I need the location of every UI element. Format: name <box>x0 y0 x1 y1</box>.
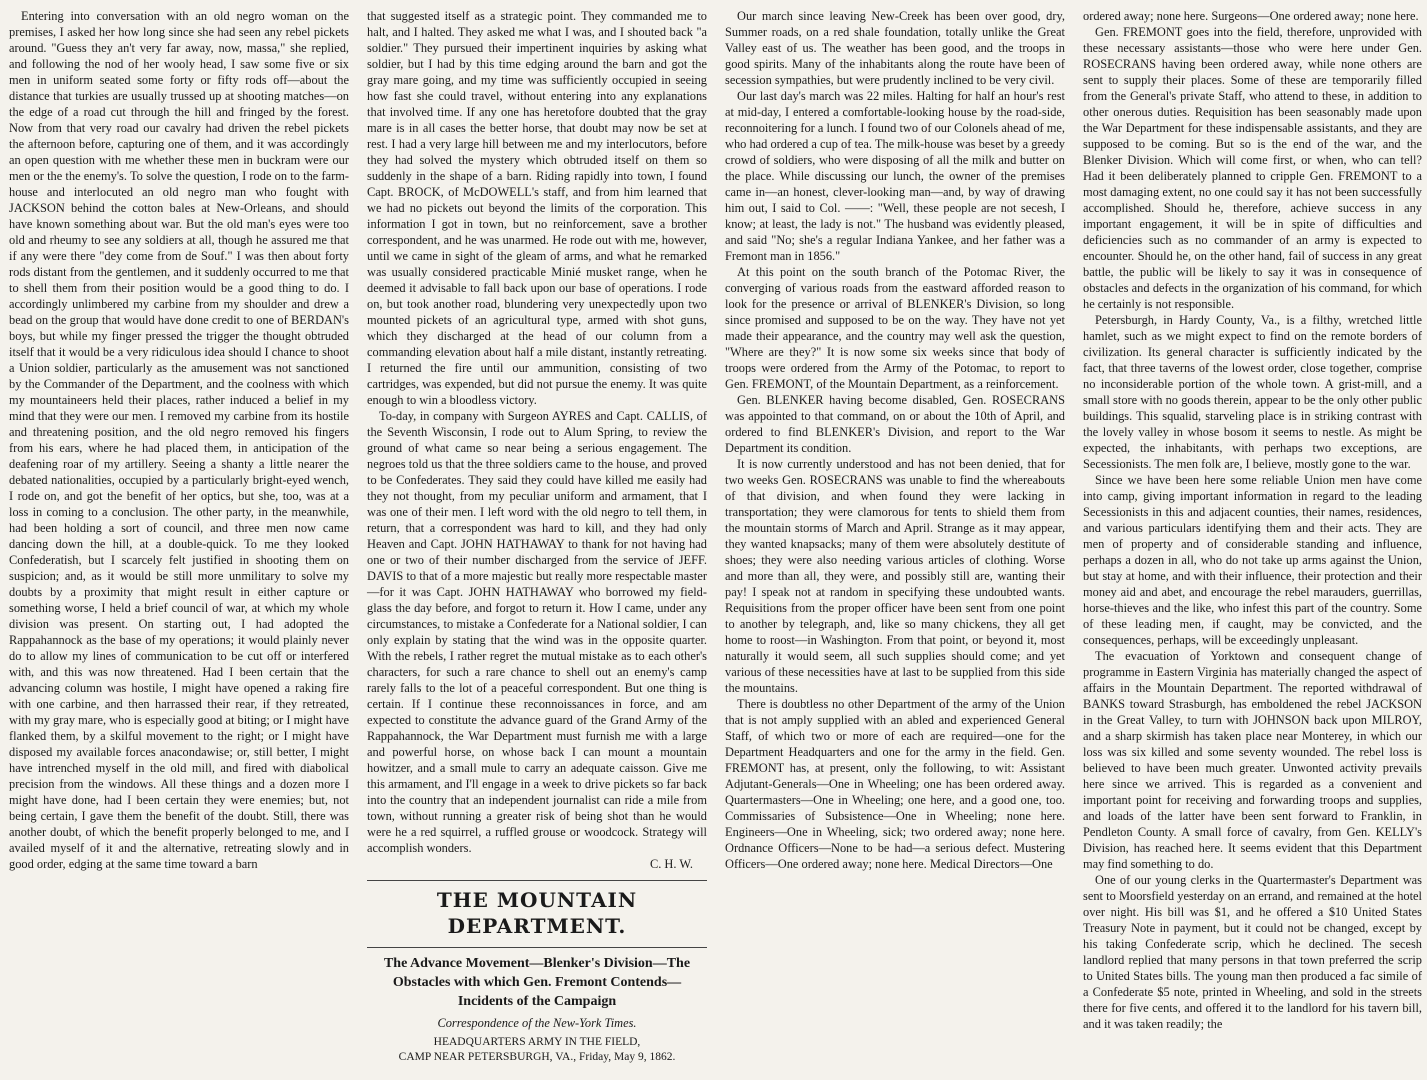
paragraph: The evacuation of Yorktown and consequent change of programme in Eastern Virginia has materially changed the aspect of affairs in the Mountain Department. The reported withdrawal of BANKS toward Strasburgh, has emboldened the rebel JACKSON in the Great Valley, to turn with JOHNSON back upon MILROY, and a sharp skirmish has taken place near Monterey, in which our loss was six killed and some seventy wounded. The rebel loss is believed to have been much greater. Unwonted activity prevails here since we arrived. This is regarded as a convenient and important point for receiving and forwarding troops and supplies, and loads of the latter have been sent forward to Franklin, in Pendleton County. A small force of cavalry, from Gen. KELLY's Division, has reached here. It seems evident that this Department may find something to do. <box>1083 649 1422 871</box>
paragraph: One of our young clerks in the Quartermaster's Department was sent to Moorsfield yesterday on an errand, and remained at the hotel over night. His bill was $1, and he offered a $10 United States Treasury Note in payment, but it could not be changed, except by his taking Confederate scrip, which he declined. The secesh landlord replied that many persons in that town preferred the scrip to United States bills. The young man then produced a fac simile of a Confederate $5 note, printed in Wheeling, and sold in the streets there for five cents, and offered it to the landlord for his tavern bill, and it was taken readily; the <box>1083 873 1422 1031</box>
paragraph: Our march since leaving New-Creek has been over good, dry, Summer roads, on a red shale foundation, totally unlike the Great Valley east of us. The weather has been good, and the troops in good spirits. Many of the inhabitants along the route have been of secession sympathies, but were prudently inclined to be very civil. <box>725 9 1065 87</box>
paragraph: Gen. BLENKER having become disabled, Gen. ROSECRANS was appointed to that command, on or about the 10th of April, and ordered to find BLENKER's Division, and report to the War Department its condition. <box>725 393 1065 455</box>
paragraph: that suggested itself as a strategic point. They commanded me to halt, and I halted. They asked me what I was, and I shouted back "a soldier." They pursued their impertinent inquiries by asking what soldier, but I had by this time edging around the barn and got the gray mare going, and my time was sufficiently occupied in seeing how fast she could travel, without entering into any explanations that involved time. If any one has heretofore doubted that the gray mare is in all cases the better horse, that doubt may now be set at rest. I had a very large hill between me and my interlocutors, before they had solved the mystery which obtruded itself on them so suddenly in the shape of a barn. Riding rapidly into town, I found Capt. BROCK, of McDOWELL's staff, and from him learned that we had no pickets out beyond the limits of the corporation. This information I got in town, but no reinforcement, save a brother correspondent, and he was unarmed. He rode out with me, however, until we came in sight of the gleam of arms, and what he remarked was usually considered practicable Minié musket range, when he deemed it advisable to fall back upon our base of operations. I rode on, but took another road, blundering very unexpectedly upon two mounted pickets of an agricultural type, armed with shot guns, which they discharged at the head of our column from a commanding elevation about half a mile distant, instantly retreating. I returned the fire until our ammunition, consisting of two cartridges, was expended, but did not pursue the enemy. It was quite enough to win a bloodless victory. <box>367 9 707 407</box>
column-1 <box>3 0 355 1080</box>
signature: C. H. W. <box>649 857 693 871</box>
column-3 <box>719 0 1071 1080</box>
paragraph: ordered away; none here. Surgeons—One ordered away; none here. <box>1083 9 1419 23</box>
column-4 <box>1077 0 1427 1080</box>
article-deck: The Advance Movement—Blenker's Division—The Obstacles with which Gen. Fremont Contends—Incidents of the Campaign <box>383 956 691 1009</box>
column-2 <box>361 0 713 1080</box>
paragraph: There is doubtless no other Department of the army of the Union that is not amply supplied with an abled and experienced General Staff, of which two or more of each are required—one for the Department Headquarters and one for the army in the field. Gen. FREMONT has, at present, only the following, to wit: Assistant Adjutant-Generals—One in Wheeling; one has been ordered away. Quartermasters—One in Wheeling; one here, and a good one, too. Commissaries of Subsistence—One in Wheeling; none here. Engineers—One in Wheeling, sick; two ordered away; none here. Ordnance Officers—None to be had—a serious defect. Mustering Officers—One ordered away; none here. Medical Directors—One <box>725 697 1065 871</box>
dateline-camp: CAMP NEAR PETERSBURGH, VA., Friday, May 9, 1862. <box>398 1051 676 1063</box>
correspondence-credit: Correspondence of the New-York Times. <box>437 1016 637 1030</box>
article-headline: THE MOUNTAIN DEPARTMENT. <box>436 888 638 938</box>
divider <box>367 947 707 948</box>
paragraph: It is now currently understood and has not been denied, that for two weeks Gen. ROSECRANS was unable to find the whereabouts of that division, and when found they were lacking in transportation; they were clamorous for tents to shield them from the mountain storms of March and April. Strange as it may appear, they wanted knapsacks; many of them were absolutely destitute of shoes; they were also needing various articles of clothing. Worse and more than all, they were, and possibly still are, wanting their pay! I speak not at random in specifying these undoubted wants. Requisitions from the proper officer have been sent from one point to another by telegraph, and, like so many chickens, they all get home to roost—in Washington. From that point, or beyond it, most naturally it would seem, all such supplies should come; and yet various of these necessities have at last to be supplied from this side the mountains. <box>725 457 1065 695</box>
paragraph: Gen. FREMONT goes into the field, therefore, unprovided with these necessary assistants—those who were here under Gen. ROSECRANS having been ordered away, while none others are sent to supply their places. Some of these are temporarily filled from the General's private Staff, who attend to these, in addition to other onerous duties. Requisition has been seasonably made upon the War Department for these indispensable assistants, and they are supposed to be coming. But so is the end of the war, and the Blenker Division. Which will come first, or when, who can tell? Had it been deliberately planned to cripple Gen. FREMONT to a most damaging extent, no one could say it has not been successfully accomplished. Should he, therefore, achieve success in any important engagement, it will be in spite of difficulties and deficiencies such as no commander of an army is expected to encounter. Should he, on the other hand, fail of success in any great battle, the public will be likely to say it was in consequence of obstacles and defects in the organization of his command, for which he certainly is not responsible. <box>1083 25 1422 311</box>
divider <box>367 880 707 881</box>
dateline-headquarters: HEADQUARTERS ARMY IN THE FIELD, <box>433 1036 641 1048</box>
paragraph: Our last day's march was 22 miles. Halting for half an hour's rest at mid-day, I entered a comfortable-looking house by the road-side, reconnoitering for a lunch. I found two of our Colonels ahead of me, who had ordered a cup of tea. The milk-house was beset by a greedy crowd of soldiers, who were disposing of all the milk and butter on the place. While discussing our lunch, the owner of the premises came in—an honest, clever-looking man—and, by way of drawing him out, I said to Col. ——: "Well, these people are not secesh, I know; at least, the lady is not." The husband was evidently pleased, and said "No; she's a regular Indiana Yankee, and her father was a Fremont man in 1856." <box>725 89 1065 263</box>
paragraph: To-day, in company with Surgeon AYRES and Capt. CALLIS, of the Seventh Wisconsin, I rode out to Alum Spring, to review the ground of what came so near being a serious engagement. The negroes told us that the three soldiers came to the house, and proved to be Confederates. They said they could have killed me easily had they not thought, from my peculiar uniform and armament, that I was one of their men. I left word with the old negro to tell them, in return, that a correspondent was hard to kill, and they had only Heaven and Capt. JOHN HATHAWAY to thank for not having had one or two of their number discharged from the service of JEFF. DAVIS to that of a more majestic but really more respectable master—for it was Capt. JOHN HATHAWAY who borrowed my field-glass the day before, and forgot to return it. How I came, under any circumstances, to mistake a Confederate for a National soldier, I can only explain by stating that the wind was in the opposite quarter. With the rebels, I rather regret the mutual mistake as to each other's characters, for such a rare chance to shell out an enemy's camp rarely falls to the lot of a peaceful correspondent. But one thing is certain. If I continue these reconnoissances in force, and am expected to constitute the advance guard of the Grand Army of the Rappahannock, the War Department must furnish me with a large and powerful horse, on whose back I can mount a mountain howitzer, and a small mule to carry an adequate caisson. Give me this armament, and I'll engage in a week to drive pickets so far back into the country that an independent journalist can ride a mile from town, without running a greater risk of being shot than he would were he a red squirrel, a ruffled grouse or woodcock. Strategy will accomplish wonders. <box>367 409 707 855</box>
paragraph: Since we have been here some reliable Union men have come into camp, giving important information in regard to the leading Secessionists in this and adjacent counties, their names, residences, and various particulars identifying them and their acts. They are men of property and of considerable standing and influence, perhaps a dozen in all, who do not take up arms against the Union, but stay at home, and with their influence, their protection and their money aid and abet, and encourage the rebel marauders, guerrillas, horse-thieves and the like, who infest this part of the country. Some of these leading men, if caught, may be convicted, and the consequences, perhaps, will be exceedingly unpleasant. <box>1083 473 1422 647</box>
paragraph: At this point on the south branch of the Potomac River, the converging of various roads from the eastward afforded reason to look for the presence or arrival of BLENKER's Division, so long since promised and supposed to be on the way. They have not yet made their appearance, and the country may well ask the question, "Where are they?" It is now some six weeks since that body of troops were ordered from the Army of the Potomac, to report to Gen. FREMONT, of the Mountain Department, as a reinforcement. <box>725 265 1065 391</box>
paragraph: Petersburgh, in Hardy County, Va., is a filthy, wretched little hamlet, such as we might expect to find on the remote borders of civilization. Its general character is sufficiently indicated by the fact, that three taverns of the lowest order, close together, comprise no inconsiderable portion of the whole town. A grist-mill, and a small store with no goods therein, appear to be the only other public buildings. This squalid, starveling place is in striking contrast with the lovely valley in whose bosom it seems to nestle. As might be expected, the inhabitants, with perhaps two exceptions, are Secessionists. The men folk are, I believe, mostly gone to the war. <box>1083 313 1422 471</box>
paragraph: Entering into conversation with an old negro woman on the premises, I asked her how long since she had seen any rebel pickets around. "Guess they an't very far away, now, massa," she replied, and following the nod of her wooly head, I saw some five or six men in uniform seated some forty or fifty rods off—about the distance that turkies are usually trussed up at shooting matches—on the edge of a road cut through the hill and fringed by the forest. Now from that very road our cavalry had driven the rebel pickets the afternoon before, capturing one of them, and it was accordingly an open question with me whether these men in buckram were our men or the the enemy's. To solve the question, I rode on to the farm-house and interlocuted an old negro man who fought with JACKSON behind the cotton bales at New-Orleans, and should have known something about war. But the old man's eyes were too old and rheumy to see any soldiers at all, though he assured me that if any were there "dey come from de Souf." I was then about forty rods distant from the gentlemen, and it suddenly occurred to me that to shell them from their position would be a good thing to do. I accordingly unlimbered my carbine from my shoulder and drew a bead on the group that would have done credit to one of BERDAN's boys, but while my finger pressed the trigger the thought obtruded itself that it would be a very ridiculous idea should I chance to shoot a Union soldier, particularly as the amusement was not sanctioned by the Commander of the Department, and the coolness with which my mountaineers held their places, rather induced a belief in my mind that they were our men. I removed my carbine from its hostile and threatening position, and the old negro removed his fingers from his ears, where he had placed them, in anticipation of the deafening roar of my artillery. Seeing a shanty a little nearer the debated nationalities, occupied by a particularly bright-eyed wench, I rode on, and got the benefit of her optics, but she, too, was at a loss in coming to a conclusion. The other party, in the meanwhile, had been holding a sort of council, and three men now came dancing down the hill, at a double-quick. To me they looked Confederatish, but I scarcely felt justified in shooting them on suspicion; and, as it would be still more unmilitary to solve my doubts by a proximity that might result in either capture or something worse, I held a brief council of war, at which my whole division was present. On starting out, I had adopted the Rappahannock as the base of my operations; it would plainly never do to allow my lines of communication to be cut off or interfered with, and this was now threatened. Had I been certain that the advancing column was hostile, I might have opened a raking fire with one carbine, and then harrassed their rear, if they retreated, with my gray mare, who is especially good at biting; or I might have flanked them, by a skilful movement to the right; or I might have disposed my available forces anacondawise; or, still better, I might have intrenched myself in the old mill, and fired with diabolical precision from the windows. All these things and a dozen more I might have done, had I been certain they were enemies; but, not being certain, I gave them the benefit of the doubt. Still, there was another doubt, of which the benefit properly belonged to me, and I availed myself of it and the alternative, retreating slowly and in good order, edging at the same time toward a barn <box>9 9 349 871</box>
